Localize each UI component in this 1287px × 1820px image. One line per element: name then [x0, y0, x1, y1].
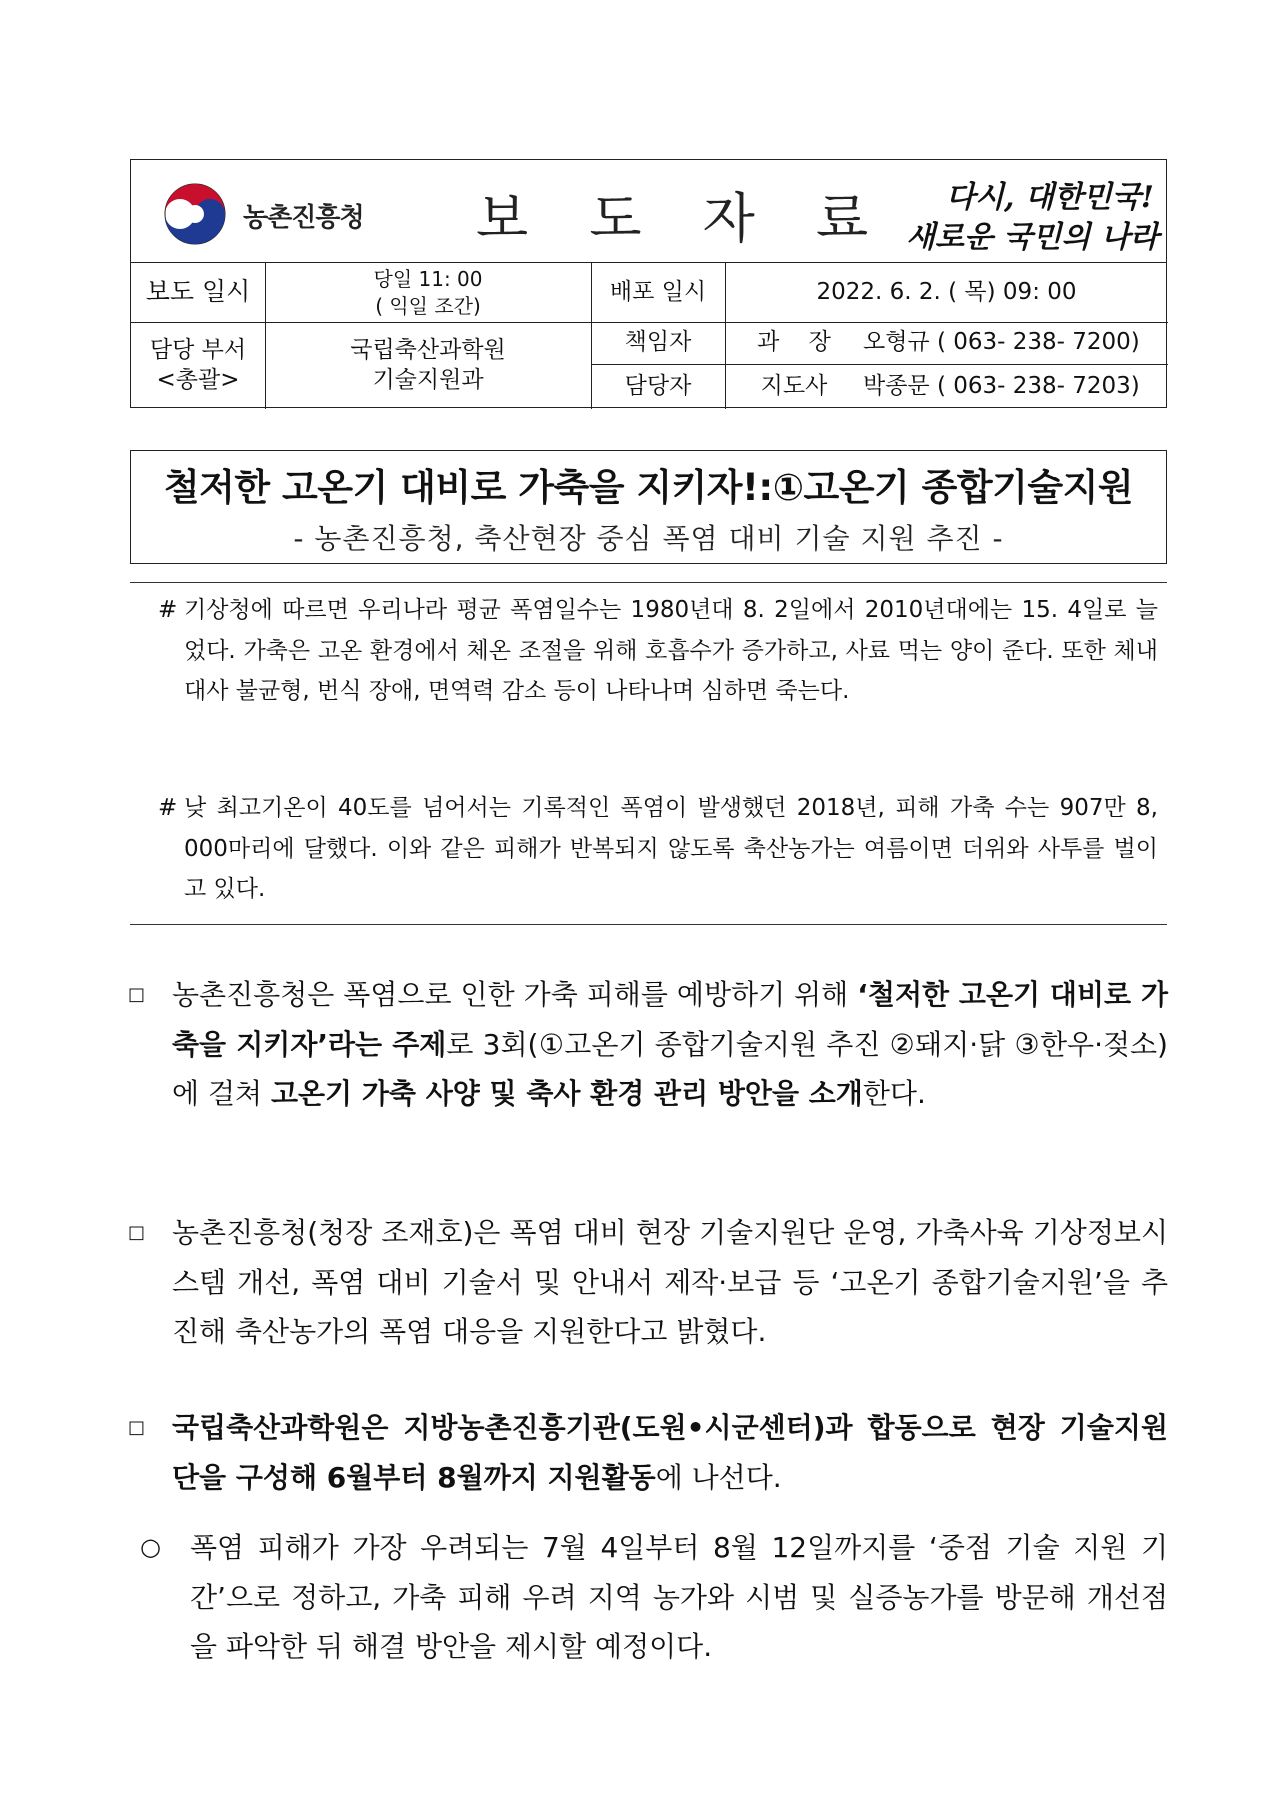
release-date-line2: ( 익일 조간): [375, 293, 481, 318]
bold-run: ‘철저한 고온기 대비로 가축을 지키자’라는 주제: [172, 978, 1168, 1061]
paragraph-text: 농촌진흥청(청장 조재호)은 폭염 대비 현장 기술지원단 운영, 가축사육 기상정보시스템 개선, 폭염 대비 기술서 및 안내서 제작·보급 등 ‘고온기 종합기술지원’을 추진해 축산농가의 폭염 대응을 지원한다고 밝혔다.: [172, 1216, 1168, 1348]
body-paragraph: [128, 1403, 1168, 1502]
headline-box: [130, 450, 1167, 564]
department-value: [265, 322, 591, 409]
press-release-title: 보 도 자 료: [476, 187, 891, 250]
bold-run: 국립축산과학원은 지방농촌진흥기관(도원•시군센터)과 합동으로 현장 기술지원단을 구성해 6월부터 8월까지 지원활동: [172, 1411, 1168, 1494]
summary-bottom-rule: [130, 924, 1167, 925]
release-date-label: 보도 일시: [145, 277, 251, 307]
header-banner: [131, 160, 1166, 263]
text-run: 에 나선다.: [655, 1460, 782, 1494]
summary-item: [158, 590, 1158, 712]
summary-hash-mark: #: [158, 597, 178, 623]
square-bullet: □: [128, 984, 146, 1005]
circle-bullet: ○: [140, 1533, 161, 1561]
staff-value: 박종문 ( 063- 238- 7203): [863, 372, 1140, 399]
government-slogan: [906, 170, 1159, 255]
summary-text: 기상청에 따르면 우리나라 평균 폭염일수는 1980년대 8. 2일에서 2010년대에는 15. 4일로 늘었다. 가축은 고온 환경에서 체온 조절을 위해 호흡수가 증가하고, 사료 먹는 양이 준다. 또한 체내대사 불균형, 번식 장애, 면역력 감소 등이 나타나며 심하면 죽는다.: [184, 597, 1158, 704]
summary-top-rule: [130, 582, 1167, 583]
paragraph-text: [128, 970, 1168, 1119]
manager-contact: [725, 322, 1168, 364]
rda-logo: [159, 178, 399, 248]
headline: 철저한 고온기 대비로 가축을 지키자!:①고온기 종합기술지원: [163, 466, 1134, 509]
body-paragraph: [128, 1208, 1168, 1357]
manager-title: 과 장: [757, 329, 831, 356]
square-bullet: □: [128, 1417, 146, 1438]
text-run: 한다.: [862, 1077, 926, 1110]
body-sub-paragraph: [128, 1523, 1168, 1672]
slogan-line-2: 새로운 국민의 나라: [906, 220, 1159, 255]
release-date-line1: 당일 11: 00: [373, 266, 483, 291]
square-bullet: □: [128, 1222, 146, 1243]
sub-headline: - 농촌진흥청, 축산현장 중심 폭염 대비 기술 지원 추진 -: [293, 522, 1004, 555]
manager-value: 오형규 ( 063- 238- 7200): [863, 329, 1140, 356]
bold-run: 고온기 가축 사양 및 축사 환경 관리 방안을 소개: [270, 1077, 863, 1110]
release-date-value: [265, 263, 591, 322]
department-value-line2: 기술지원과: [372, 366, 484, 393]
text-run: 농촌진흥청은 폭염으로 인한 가축 피해를 예방하기 위해: [172, 978, 858, 1011]
slogan-line-1: 다시, 대한민국!: [946, 180, 1154, 215]
department-label: [131, 322, 265, 409]
staff-contact: [725, 364, 1168, 409]
summary-hash-mark: #: [158, 795, 178, 821]
paragraph-text: [128, 1403, 1168, 1502]
body-paragraph: [128, 970, 1168, 1119]
department-label-line2: <총괄>: [156, 366, 240, 393]
staff-title: 지도사: [760, 372, 828, 399]
summary-text: 낮 최고기온이 40도를 넘어서는 기록적인 폭염이 발생했던 2018년, 피해 가축 수는 907만 8, 000마리에 달했다. 이와 같은 피해가 반복되지 않도록 축산농가는 여름이면 더위와 사투를 벌이고 있다.: [184, 795, 1158, 902]
distribution-date-value: 2022. 6. 2. ( 목) 09: 00: [816, 278, 1077, 305]
press-header-table: [130, 159, 1167, 408]
taegeuk-emblem-icon: [159, 178, 231, 250]
logo-text: 농촌진흥청: [243, 203, 364, 233]
paragraph-text: 폭염 피해가 가장 우려되는 7월 4일부터 8월 12일까지를 ‘중점 기술 지원 기간’으로 정하고, 가축 피해 우려 지역 농가와 시범 및 실증농가를 방문해 개선점을 파악한 뒤 해결 방안을 제시할 예정이다.: [190, 1531, 1168, 1663]
department-value-line1: 국립축산과학원: [350, 336, 506, 363]
staff-label: 담당자: [624, 372, 692, 399]
department-label-line1: 담당 부서: [149, 336, 247, 363]
manager-label: 책임자: [624, 329, 692, 356]
text-run: 로 3회(①고온기 종합기술지원 추진 ②돼지·닭 ③한우·젖소)에 걸쳐: [172, 1027, 1168, 1110]
summary-item: [158, 788, 1158, 910]
distribution-date-label: 배포 일시: [609, 278, 707, 305]
